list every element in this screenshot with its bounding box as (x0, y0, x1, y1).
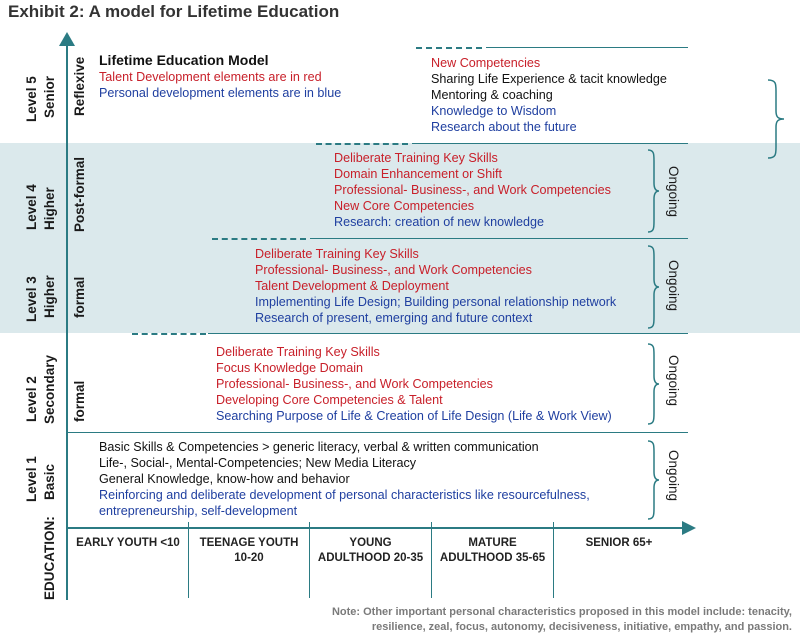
footnote (332, 605, 792, 635)
level2-label: Level 2 (24, 376, 39, 422)
level-item: Developing Core Competencies & Talent (216, 393, 443, 407)
level-item: Searching Purpose of Life & Creation of Life Design (Life & Work View) (216, 409, 612, 423)
level-5-top-line (486, 47, 688, 48)
level-divider-2-1 (66, 432, 688, 433)
level-item: Basic Skills & Competencies > generic literacy, verbal & written communication (99, 440, 539, 454)
level5-sublabel: Senior (42, 75, 57, 118)
stage-early-youth (68, 536, 188, 596)
level-item: Professional- Business-, and Work Competencies (334, 183, 611, 197)
level3-ongoing-label: Ongoing (666, 260, 681, 312)
level5-brace-icon (766, 79, 788, 159)
level-item: Knowledge to Wisdom (431, 104, 557, 118)
level-item: Implementing Life Design; Building personal relationship network (255, 295, 617, 309)
level2-items (216, 344, 612, 424)
level4-items (334, 150, 611, 230)
legend (99, 51, 341, 101)
level2-brace-icon (646, 343, 660, 425)
level-item: Research: creation of new knowledge (334, 215, 545, 229)
level-item: Research of present, emerging and future context (255, 311, 533, 325)
level1-sublabel: Basic (42, 463, 57, 500)
level3-sublabel: Higher (42, 275, 57, 318)
level4-ongoing-label: Ongoing (666, 166, 681, 218)
education-axis-label: EDUCATION: (42, 516, 57, 600)
level-item: Research about the future (431, 120, 577, 134)
level3-items (255, 246, 616, 326)
level-item: New Core Competencies (334, 199, 474, 213)
dashed-extension-level5 (416, 47, 482, 49)
level3-label: Level 3 (24, 276, 39, 322)
level-divider-4-3 (310, 238, 688, 239)
level-divider-3-2 (208, 333, 688, 334)
level5-items (431, 55, 667, 135)
vertical-axis (66, 42, 68, 600)
level-item: Sharing Life Experience & tacit knowledge (431, 72, 667, 86)
level-item: Professional- Business-, and Work Competencies (216, 377, 493, 391)
level-item: Reinforcing and deliberate development of personal characteristics like resourcefulness, (99, 488, 590, 502)
stage-young-adulthood-line1: YOUNG (349, 537, 392, 549)
axis-arrow-right-icon (682, 521, 696, 535)
level3-brace-icon (646, 245, 660, 329)
level1-label: Level 1 (24, 456, 39, 502)
legend-heading: Lifetime Education Model (99, 52, 269, 68)
level-item: Focus Knowledge Domain (216, 361, 364, 375)
footnote-line2: resilience, zeal, focus, autonomy, decisiveness, initiative, empathy, and passion. (371, 621, 792, 633)
level-item: entrepreneurship, self-development (99, 504, 298, 518)
level3-type: formal (72, 276, 87, 318)
dashed-extension-level4 (316, 143, 408, 145)
exhibit-title: Exhibit 2: A model for Lifetime Education (8, 2, 340, 21)
stage-teenage-youth-line2: 10-20 (234, 552, 264, 564)
stage-mature-adulthood (432, 536, 553, 596)
footnote-line1: Note: Other important personal characteristics proposed in this model include: tenacity, (331, 606, 792, 618)
level5-type: Reflexive (72, 56, 87, 116)
level-item: Life-, Social-, Mental-Competencies; New Media Literacy (99, 456, 417, 470)
horizontal-axis (66, 527, 684, 529)
stage-young-adulthood (310, 536, 431, 596)
level-item: Deliberate Training Key Skills (334, 151, 498, 165)
level2-type: formal (72, 380, 87, 422)
level1-ongoing-label: Ongoing (666, 450, 681, 502)
axis-arrow-up-icon (59, 32, 75, 46)
stage-early-youth-line1: EARLY YOUTH <10 (76, 537, 180, 549)
stage-senior (554, 536, 684, 596)
level4-type: Post-formal (72, 156, 87, 232)
level-item: Mentoring & coaching (431, 88, 553, 102)
level5-label: Level 5 (24, 76, 39, 122)
level1-items (99, 439, 590, 519)
stage-mature-adulthood-line2: ADULTHOOD 35-65 (439, 552, 546, 564)
level4-sublabel: Higher (42, 187, 57, 230)
dashed-extension-level3 (212, 238, 306, 240)
level-item: New Competencies (431, 56, 541, 70)
legend-blue-note: Personal development elements are in blue (99, 86, 342, 100)
level1-brace-icon (646, 440, 660, 520)
stage-teenage-youth-line1: TEENAGE YOUTH (199, 537, 299, 549)
level4-label: Level 4 (24, 184, 39, 230)
level-divider-5-4 (412, 143, 688, 144)
stage-senior-line1: SENIOR 65+ (585, 537, 653, 549)
level2-ongoing-label: Ongoing (666, 355, 681, 407)
level-item: Deliberate Training Key Skills (216, 345, 380, 359)
legend-red-note: Talent Development elements are in red (99, 70, 322, 84)
stage-mature-adulthood-line1: MATURE (468, 537, 517, 549)
level2-sublabel: Secondary (42, 354, 57, 424)
level-item: Professional- Business-, and Work Competencies (255, 263, 532, 277)
stage-young-adulthood-line2: ADULTHOOD 20-35 (317, 552, 424, 564)
stage-teenage-youth (189, 536, 309, 596)
level-item: Deliberate Training Key Skills (255, 247, 419, 261)
dashed-extension-level2 (132, 333, 206, 335)
level-item: General Knowledge, know-how and behavior (99, 472, 350, 486)
level-item: Domain Enhancement or Shift (334, 167, 503, 181)
level-item: Talent Development & Deployment (255, 279, 449, 293)
level4-brace-icon (646, 149, 660, 233)
